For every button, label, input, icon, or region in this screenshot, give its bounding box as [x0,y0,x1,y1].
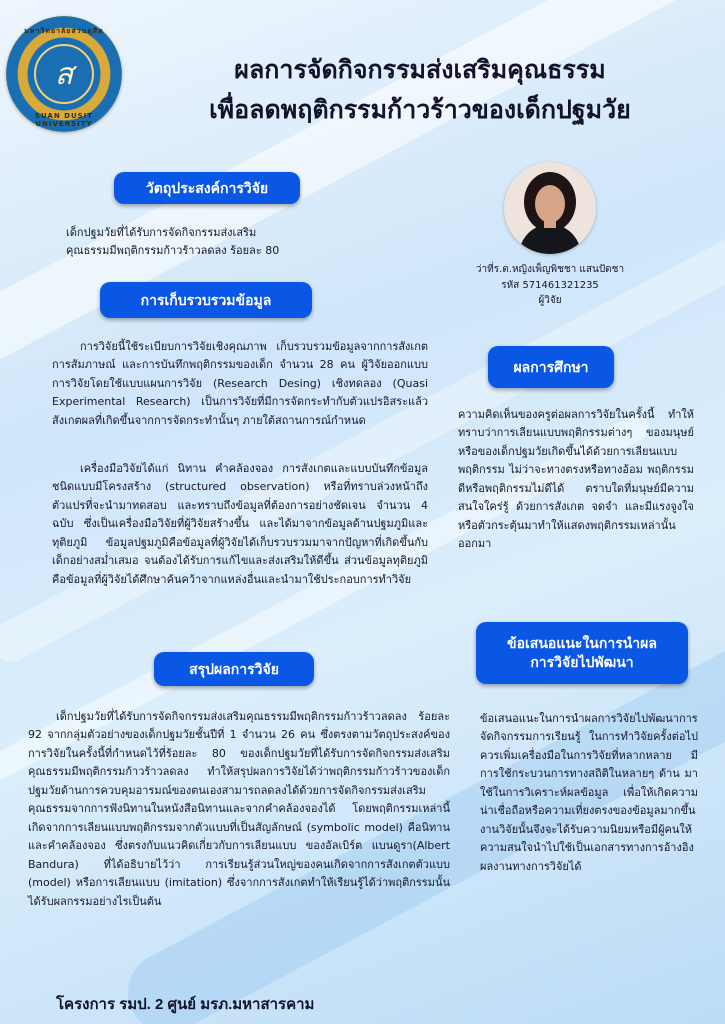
poster-title-line2: เพื่อลดพฤติกรรมก้าวร้าวของเด็กปฐมวัย [209,96,631,124]
recommendations-heading [476,622,688,684]
results-heading: ผลการศึกษา [488,346,614,388]
recommendations-heading-line2: การวิจัยไปพัฒนา [530,654,634,670]
logo-monogram: ส [54,56,74,92]
data-collection-paragraph-1: การวิจัยนี้ใช้ระเบียบการวิจัยเชิงคุณภาพ เก็บรวบรวมข้อมูลจากการสังเกต การสัมภาษณ์ และการบันทึกพฤติกรรมของเด็ก จำนวน 28 คน ผู้วิจัยออกแบบการวิจัยโดยใช้แบบแผนการวิจัย (Research Desing) เชิงทดลอง (Quasi Experimental Research) เป็นการวิจัยที่มีการจัดกระทำกับตัวแปรอิสระแล้วสังเกตผลที่เกิดขึ้นจากการจัดกระทำนั้นๆ ภายใต้สถานการณ์กำหนด [52,340,428,427]
poster-title-line1: ผลการจัดกิจกรรมส่งเสริมคุณธรรม [234,56,606,84]
recommendations-heading-line1: ข้อเสนอแนะในการนำผล [507,635,657,652]
logo-emblem [34,44,94,104]
conclusion-paragraph: เด็กปฐมวัยที่ได้รับการจัดกิจกรรมส่งเสริมคุณธรรมมีพฤติกรรมก้าวร้าวลดลง ร้อยละ 92 จากกลุ่มตัวอย่างของเด็กปฐมวัยชั้นปีที่ 1 จำนวน 26 คน ซึ่งตรงตามวัตถุประสงค์ของการวิจัยในครั้งนี้ที่กำหนดไว้ที่ร้อยละ 80 ของเด็กปฐมวัยที่ได้รับการจัดกิจกรรมส่งเสริมคุณธรรมมีพฤติกรรมก้าวร้าวลดลง ทำให้สรุปผลการวิจัยได้ว่าพฤติกรรมก้าวร้าวของเด็กปฐมวัยด้านการควบคุมอารมณ์ของตนเองสามารถลดลงได้ด้วยการจัดกิจกรรมส่งเสริมคุณธรรมจากการฟังนิทานในหนังสือนิทานและจากคำคล้องจองได้ โดยพฤติกรรมเหล่านี้เกิดจากการเลียนแบบพฤติกรรมจากตัวแบบที่เป็นสัญลักษณ์ (symbolic model) คือนิทาน และคำคล้องจอง ซึ่งตรงกับแนวคิดเกี่ยวกับการเลียนแบบ ของอัลเบิร์ต แบนดูรา(Albert Bandura) ที่ได้อธิบายไว้ว่า การเรียนรู้ส่วนใหญ่ของคนเกิดจากการสังเกตตัวแบบ (model) หรือการเลียนแบบ (imitation) ซึ่งจากการสังเกตทำให้เรียนรู้ได้ว่าพฤติกรรมนั้นได้รับผลกรรมอย่างไรเป็นต้น [28,710,450,908]
conclusion-heading: สรุปผลการวิจัย [154,652,314,686]
researcher-caption [430,262,670,309]
data-collection-heading: การเก็บรวบรวมข้อมูล [100,282,312,318]
recommendations-paragraph: ข้อเสนอแนะในการนำผลการวิจัยไปพัฒนาการจัดกิจกรรมการเรียนรู้ ในการทำวิจัยครั้งต่อไปควรเพิ่มเครื่องมือในการวิจัยที่หลากหลาย มีการใช้กระบวนการทางสถิติในหลายๆ ด้าน มาใช้ในการวิเคราะห์ผลข้อมูล เพื่อให้เกิดความน่าเชื่อถือหรือความเที่ยงตรงของข้อมูลมากขึ้น งานวิจัยนั้นจึงจะได้รับความนิยมหรือมีผู้คนให้ความสนใจนำไปใช้เป็นเอกสารทางการอ้างอิงผลงานทางการวิจัยได้ [480,712,698,873]
logo-ring-bottom-text: SUAN DUSIT UNIVERSITY [34,112,94,128]
researcher-role: ผู้วิจัย [538,295,562,306]
results-paragraph: ความคิดเห็นของครูต่อผลการวิจัยในครั้งนี้ ทำให้ทราบว่าการเลียนแบบพฤติกรรมต่างๆ ของมนุษย์หรือของเด็กปฐมวัยเกิดขึ้นได้ด้วยการเลียนแบบพฤติกรรม ไม่ว่าจะทางตรงหรือทางอ้อม พฤติกรรมดีหรือพฤติกรรมไม่ดีได้ ตราบใดที่มนุษย์มีความสนใจใคร่รู้ ด้วยการสังเกต จดจำ และมีแรงจูงใจ หรือตัวกระตุ้นมาทำให้แสดงพฤติกรรมเหล่านั้นออกมา [458,408,694,551]
researcher-photo [504,162,596,254]
footer-project-text: โครงการ รมป. 2 ศูนย์ มรภ.มหาสารคาม [56,996,315,1013]
objective-text [66,224,386,261]
data-collection-paragraph-2: เครื่องมือวิจัยได้แก่ นิทาน คำคล้องจอง การสังเกตและแบบบันทึกข้อมูล ชนิดแบบมีโครงสร้าง (structured observation) หรือที่ทราบล่วงหน้าถึงตัวแปรที่จะนำมาทดสอบ และทราบถึงข้อมูลที่ต้องการอย่างชัดเจน จำนวน 4 ฉบับ ซึ่งเป็นเครื่องมือวิจัยที่ผู้วิจัยสร้างขึ้น และได้มาจากข้อมูลด้านปฐมภูมิและทุติยภูมิ ข้อมูลปฐมภูมิคือข้อมูลที่ผู้วิจัยได้เก็บรวบรวมมาจากปัญหาที่เกิดขึ้นกับเด็กอย่างสม่ำเสมอ จนต้องได้รับการแก้ไขและส่งเสริมให้ดีขึ้น ส่วนข้อมูลทุติยภูมิคือข้อมูลที่ผู้วิจัยได้ศึกษาค้นคว้าจากแหล่งอื่นและนำมาใช้ประกอบการทำวิจัย [52,462,428,586]
objective-line-1: เด็กปฐมวัยที่ได้รับการจัดกิจกรรมส่งเสริม [66,226,257,239]
researcher-portrait-icon [504,162,596,254]
researcher-id: รหัส 571461321235 [501,279,599,291]
objective-heading: วัตถุประสงค์การวิจัย [114,172,300,204]
researcher-name: ว่าที่ร.ต.หญิงเพ็ญพิชชา แสนปัดชา [475,264,625,275]
university-logo [6,16,122,132]
objective-line-2: คุณธรรมมีพฤติกรรมก้าวร้าวลดลง ร้อยละ 80 [66,244,280,258]
logo-ring-top-text: มหาวิทยาลัยสวนดุสิต [24,27,104,35]
